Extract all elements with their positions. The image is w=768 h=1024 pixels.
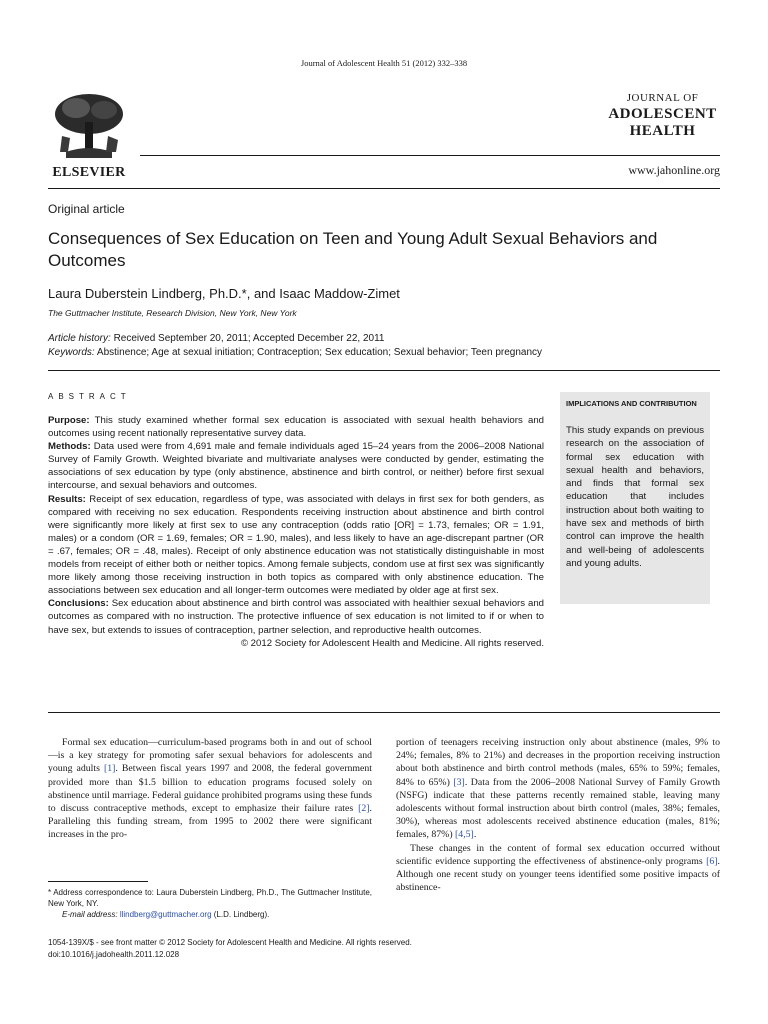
citation-link[interactable]: [2]	[358, 803, 370, 815]
journal-title-line1: JOURNAL OF	[626, 92, 699, 104]
article-authors: Laura Duberstein Lindberg, Ph.D.*, and Isaac Maddow-Zimet	[48, 286, 400, 301]
purpose-text: This study examined whether formal sex education is associated with sexual health behaviors and outcomes using recent nationally representative survey data.	[48, 415, 544, 440]
methods-text: Data used were from 4,691 male and female individuals aged 15–24 years from the 2006–2008 National Survey of Family Growth. Weighted bivariate and multivariate analyses were conducted by gender, estimating the associations of sex education by type (only abstinence, abstinence and birth control, or neither) before first sexual intercourse, and sexual behaviors and outcomes.	[48, 441, 544, 492]
body-text: Formal sex education—curriculum-based programs both in and out of school—is a key strategy for promoting safer sexual behaviors for adolescents and young adults	[48, 737, 372, 775]
history-dates: Received September 20, 2011; Accepted December 22, 2011	[110, 333, 385, 344]
abstract-bottom-divider	[48, 712, 720, 713]
tree-logo-icon	[48, 92, 130, 162]
journal-title-line2: ADOLESCENT	[608, 106, 717, 122]
publisher-name: ELSEVIER	[52, 165, 126, 180]
bottom-metadata	[48, 937, 412, 961]
results-label: Results:	[48, 493, 86, 505]
body-text: . Paralleling this funding stream, from 1995 to 2002 there were significant increases in the pro-	[48, 803, 372, 841]
keywords-label: Keywords:	[48, 347, 95, 358]
author-affiliation: The Guttmacher Institute, Research Division, New York, New York	[48, 308, 297, 318]
correspondence-footnote	[48, 887, 372, 920]
body-paragraph	[48, 736, 372, 842]
header-divider	[140, 155, 720, 156]
doi-line[interactable]: doi:10.1016/j.jadohealth.2011.12.028	[48, 950, 180, 959]
journal-reference: Journal of Adolescent Health 51 (2012) 332–338	[300, 58, 468, 68]
abstract-top-divider	[48, 370, 720, 371]
implications-title: IMPLICATIONS AND CONTRIBUTION	[566, 399, 697, 408]
methods-label: Methods:	[48, 441, 91, 453]
conclusions-text: Sex education about abstinence and birth control was associated with healthier sexual behaviors and outcomes as compared with no instruction. The protective influence of sex education is not limited to if or when to have sex, but extends to issues of contraception, partner selection, and reproductive health outcomes.	[48, 598, 544, 636]
body-text: . Between fiscal years 1997 and 2008, the federal government provided more than $1.5 billion to education programs focused solely on abstinence until marriage. Federal guidance prohibited programs using these funds to discuss contraceptive methods, except to emphasize their failure rates	[48, 763, 372, 815]
body-paragraph	[396, 736, 720, 842]
results-text: Receipt of sex education, regardless of type, was associated with delays in first sex for both genders, as compared with receiving no sex education. Respondents receiving instruction about abstinence and birth control were significantly more likely at first sex to use any contraception (odds ratio [OR] = 1.73, females; OR = 1.91, males) or a condom (OR = 1.69, females; OR = 1.90, males), and less likely to have an age-discrepant partner (OR = .67, females; OR = .48, males). Receipt of only abstinence education was not statistically distinguishable in most models from receipt of either both or neither topics. Among female subjects, condom use at first sex was significantly more likely among those receiving instruction in both topics as compared with only abstinence education. The associations between sex education and all longer-term outcomes were mediated by older age at first sex.	[48, 493, 544, 597]
journal-title-line3: HEALTH	[629, 123, 696, 139]
implications-text: This study expands on previous research on the association of formal sex education with sexual health and behaviors, and finds that formal sex education that includes instruction about both waiting to have sex and methods of birth control can improve the health and well-being of adolescents and young adults.	[566, 425, 704, 569]
correspondence-text: * Address correspondence to: Laura Duberstein Lindberg, Ph.D., The Guttmacher Institute, New York, NY.	[48, 888, 372, 908]
article-type: Original article	[48, 202, 125, 216]
citation-link[interactable]: [3]	[453, 776, 465, 788]
footnote-divider	[48, 881, 148, 882]
citation-link[interactable]: [6]	[706, 855, 718, 867]
body-text: .	[473, 829, 477, 841]
purpose-label: Purpose:	[48, 415, 90, 426]
conclusions-label: Conclusions:	[48, 598, 109, 610]
email-link[interactable]: llindberg@guttmacher.org	[119, 910, 212, 919]
email-suffix: (L.D. Lindberg).	[211, 910, 270, 919]
email-label: E-mail address:	[62, 910, 118, 919]
abstract-copyright: © 2012 Society for Adolescent Health and Medicine. All rights reserved.	[240, 637, 544, 649]
citation-link[interactable]: [4,5]	[455, 829, 474, 841]
implications-box	[560, 392, 710, 604]
journal-url[interactable]: www.jahonline.org	[628, 163, 720, 177]
body-text: . Data from the 2006–2008 National Survey of Family Growth (NSFG) indicate that these patterns recently remained stable, leaving many adolescents without formal instruction about birth control (males, 38%; females, 30%), whereas most adolescents received abstinence education (males, 81%; females, 87%)	[396, 776, 720, 841]
citation-link[interactable]: [1]	[103, 763, 116, 775]
body-text: These changes in the content of formal sex education occurred without scientific evidence supporting the effectiveness of abstinence-only programs	[396, 842, 720, 867]
abstract-heading: ABSTRACT	[48, 392, 131, 401]
body-column-left	[48, 736, 372, 842]
keywords-list: Abstinence; Age at sexual initiation; Contraception; Sex education; Sexual behavior; Teen pregnancy	[94, 347, 543, 358]
body-text: . Although one recent study on younger teens identified some positive impacts of abstinence-	[396, 855, 720, 894]
issn-line: 1054-139X/$ - see front matter © 2012 Society for Adolescent Health and Medicine. All rights reserved.	[48, 938, 412, 947]
body-paragraph	[396, 842, 720, 895]
abstract-body	[48, 414, 544, 650]
journal-masthead	[605, 92, 720, 155]
article-title: Consequences of Sex Education on Teen and Young Adult Sexual Behaviors and Outcomes	[48, 229, 658, 270]
body-column-right	[396, 736, 720, 894]
body-text: portion of teenagers receiving instruction only about abstinence (males, 9% to 24%; females, 8% to 21%) and decreases in the proportion receiving instruction about both abstinence and birth control methods (males, 65% to 59%; females, 84% to 65%)	[396, 737, 720, 788]
article-history	[48, 332, 542, 360]
header-bottom-divider	[48, 188, 720, 189]
history-label: Article history:	[48, 333, 111, 344]
